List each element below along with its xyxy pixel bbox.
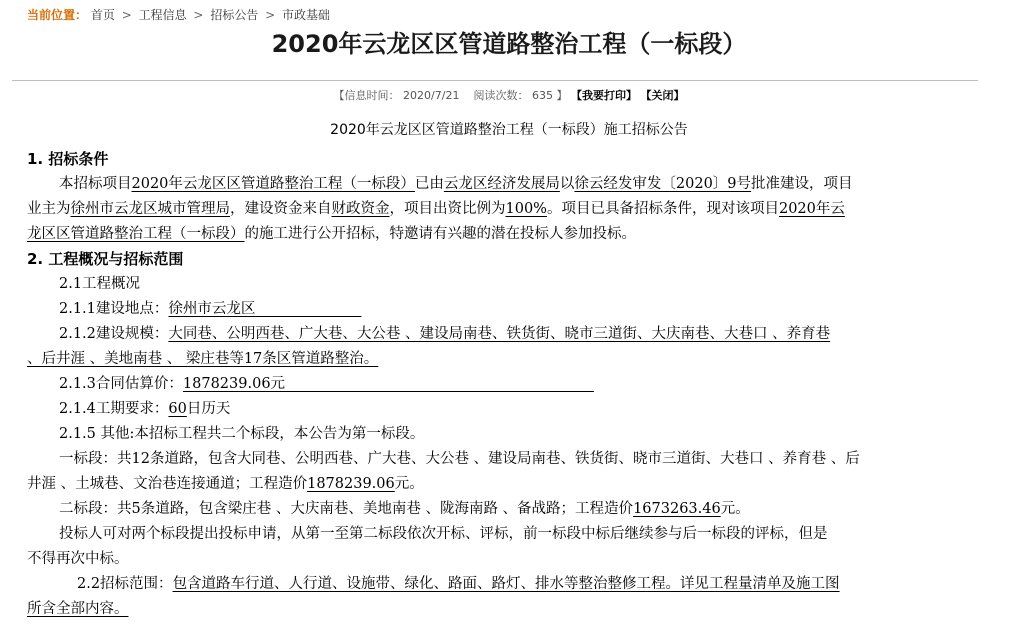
lot1-description: 井涯 、土城巷、文治巷连接通道；工程造价1878239.06元。	[27, 476, 424, 492]
project-name: 龙区区管道路整治工程（一标段）	[27, 226, 245, 242]
bid-scope: 2.2招标范围：包含道路车行道、人行道、设施带、绿化、路面、路灯、排水等整治整修工程。详见工程量清单及施工图	[77, 576, 840, 592]
approval-authority: 云龙区经济发展局	[443, 176, 560, 192]
bid-rule: 投标人可对两个标段提出投标申请，从第一至第二标段依次开标、评标，前一标段中标后继续参与后一标段的评标，但是	[59, 526, 828, 542]
meta-views-label: 阅读次数：	[473, 89, 529, 102]
paragraph-line: 业主为徐州市云龙区城市管理局，建设资金来自财政资金，项目出资比例为100%。项目已具备招标条件，现对该项目2020年云	[27, 201, 845, 217]
scope-value: 所含全部内容。	[27, 601, 129, 617]
section-heading: 1. 招标条件	[27, 150, 109, 168]
estimate-value: 1878239.06元	[182, 376, 286, 392]
location-value: 徐州市云龙区	[168, 301, 256, 317]
construction-period: 2.1.4工期要求：60日历天	[59, 401, 231, 417]
subsection-heading: 2.1工程概况	[59, 276, 141, 292]
breadcrumb-separator: >	[265, 8, 276, 22]
breadcrumb-bid-notice-link[interactable]: 招标公告	[210, 8, 259, 22]
scale-value: 大同巷、公明西巷、广大巷、大公巷 、建设局南巷、铁货街、晓市三道街、大庆南巷、大巷口 、养育巷	[168, 326, 831, 342]
title-divider	[12, 80, 978, 81]
other-info: 2.1.5 其他:本招标工程共二个标段，本公告为第一标段。	[59, 426, 425, 442]
meta-date: 2020/7/21	[403, 89, 460, 102]
lot2-cost: 1673263.46	[633, 501, 721, 517]
meta-close: 】	[556, 89, 568, 102]
close-link[interactable]: 【关闭】	[640, 89, 685, 102]
article-subtitle: 2020年云龙区区管道路整治工程（一标段）施工招标公告	[330, 122, 688, 138]
project-name: 2020年云	[778, 201, 845, 217]
construction-scale	[27, 347, 962, 372]
breadcrumb-label: 当前位置：	[27, 8, 88, 22]
funding-ratio: 100%	[505, 201, 547, 217]
construction-location: 2.1.1建设地点：徐州市云龙区	[59, 301, 256, 317]
breadcrumb-municipal-link[interactable]: 市政基础	[282, 8, 331, 22]
construction-scale: 2.1.2建设规模：大同巷、公明西巷、广大巷、大公巷 、建设局南巷、铁货街、晓市三道街、大庆南巷、大巷口 、养育巷	[59, 326, 831, 342]
breadcrumb-project-info-link[interactable]: 工程信息	[138, 8, 187, 22]
meta-open: 【信息时间：	[333, 89, 400, 102]
period-value: 60	[168, 401, 187, 417]
lot2-description: 二标段：共5条道路，包含梁庄巷 、大庆南巷、美地南巷 、陇海南路 、备战路；工程造价1673263.46元。	[59, 501, 750, 517]
bid-rule: 不得再次中标。	[27, 551, 129, 567]
article-title: 2020年云龙区区管道路整治工程（一标段）	[271, 30, 747, 58]
contract-estimate: 2.1.3合同估算价：1878239.06元	[59, 376, 286, 392]
breadcrumb-separator: >	[121, 8, 132, 22]
project-owner: 徐州市云龙区城市管理局	[70, 201, 230, 217]
scale-value: 、后井涯 、美地南巷 、 梁庄巷等17条区管道路整治。	[27, 351, 379, 367]
bid-scope	[27, 597, 962, 622]
breadcrumb-home-link[interactable]: 首页	[90, 8, 115, 22]
breadcrumb-separator: >	[193, 8, 204, 22]
article-content	[27, 147, 962, 622]
project-name: 2020年云龙区区管道路整治工程（一标段）	[131, 176, 415, 192]
meta-views: 635	[531, 89, 553, 102]
paragraph-line: 本招标项目2020年云龙区区管道路整治工程（一标段）已由云龙区经济发展局以徐云经发审发〔2020〕9号批准建设，项目	[59, 176, 853, 192]
lot1-cost: 1878239.06	[307, 476, 395, 492]
lot1-description: 一标段：共12条道路，包含大同巷、公明西巷、广大巷、大公巷 、建设局南巷、铁货街、晓市三道街、大巷口 、养育巷 、后	[59, 451, 860, 467]
approval-number: 徐云经发审发〔2020〕9号	[574, 176, 752, 192]
article-meta	[0, 88, 1018, 104]
fund-source: 财政资金	[331, 201, 390, 217]
section-heading: 2. 工程概况与招标范围	[27, 250, 184, 268]
print-link[interactable]: 【我要打印】	[570, 89, 637, 102]
breadcrumb	[27, 7, 330, 23]
scope-value: 包含道路车行道、人行道、设施带、绿化、路面、路灯、排水等整治整修工程。详见工程量清单及施工图	[172, 576, 840, 592]
paragraph-line: 龙区区管道路整治工程（一标段）的施工进行公开招标，特邀请有兴趣的潜在投标人参加投标。	[27, 226, 636, 242]
